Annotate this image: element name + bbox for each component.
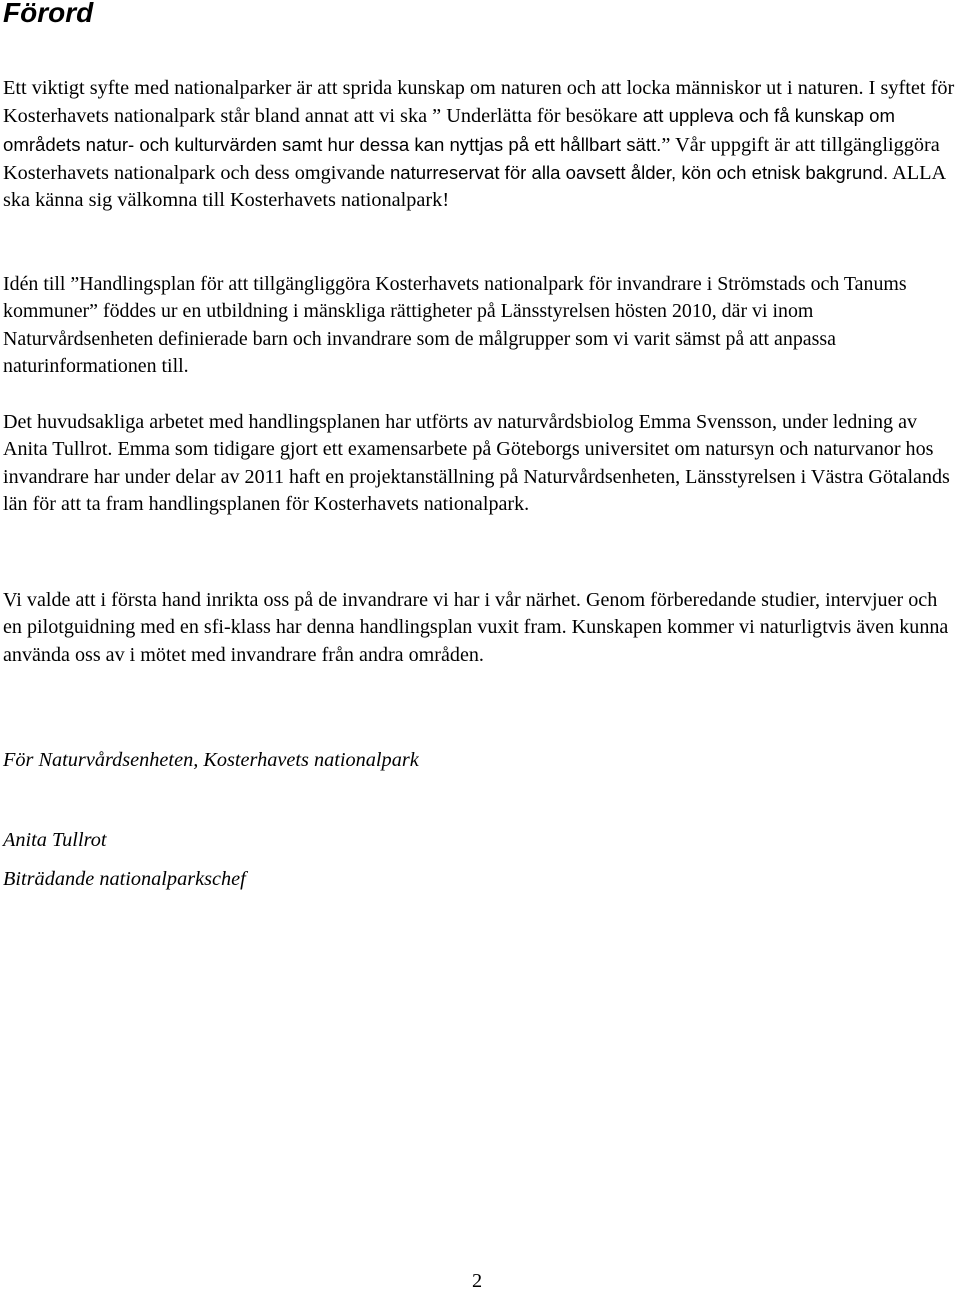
signature-role: Biträdande nationalparkschef [3, 868, 246, 890]
paragraph1-text-e: ALLA ska känna sig välkomna till Kosterhavets nationalpark! [3, 161, 946, 212]
paragraph1-text-a: Ett viktigt syfte med nationalparker är att sprida kunskap om naturen och att locka människor ut i naturen. I syftet för Kosterhavets nationalpark står bland annat att vi ska ” Underlätta för besökare [3, 77, 955, 128]
signature-organization: För Naturvårdsenheten, Kosterhavets nationalpark [3, 749, 419, 771]
idea-paragraph: Idén till ”Handlingsplan för att tillgängliggöra Kosterhavets nationalpark för invandrare i Strömstads och Tanums kommuner” föddes ur en utbildning i mänskliga rättigheter på Länsstyrelsen hösten 2010, där vi inom Naturvårdsenheten definierade barn och invandrare som de målgrupper som vi varit sämst på att anpassa naturinformationen till. [3, 273, 907, 377]
intro-paragraph [3, 75, 957, 214]
page-title: Förord [3, 0, 94, 28]
paragraph1-text-c: ” Vår uppgift är att tillgängliggöra Kosterhavets nationalpark och dess omgivande [3, 133, 940, 184]
signature-name: Anita Tullrot [3, 829, 107, 851]
paragraph1-text-b: att uppleva och få kunskap om områdets natur- och kulturvärden samt hur dessa kan nyttjas på ett hållbart sätt. [3, 105, 895, 155]
work-paragraph: Det huvudsakliga arbetet med handlingsplanen har utförts av naturvårdsbiolog Emma Svensson, under ledning av Anita Tullrot. Emma som tidigare gjort ett examensarbete på Göteborgs universitet om natursyn och naturvanor hos invandrare har under delar av 2011 haft en projektanställning på Naturvårdsenheten, Länsstyrelsen i Västra Götalands län för att ta fram handlingsplanen för Kosterhavets nationalpark. [3, 411, 950, 515]
page-number: 2 [472, 1270, 483, 1292]
paragraph1-text-d: naturreservat för alla oavsett ålder, kön och etnisk bakgrund. [389, 161, 889, 183]
focus-paragraph: Vi valde att i första hand inrikta oss på de invandrare vi har i vår närhet. Genom förberedande studier, intervjuer och en pilotguidning med en sfi-klass har denna handlingsplan vuxit fram. Kunskapen kommer vi naturligtvis även kunna använda oss av i mötet med invandrare från andra områden. [3, 589, 949, 666]
